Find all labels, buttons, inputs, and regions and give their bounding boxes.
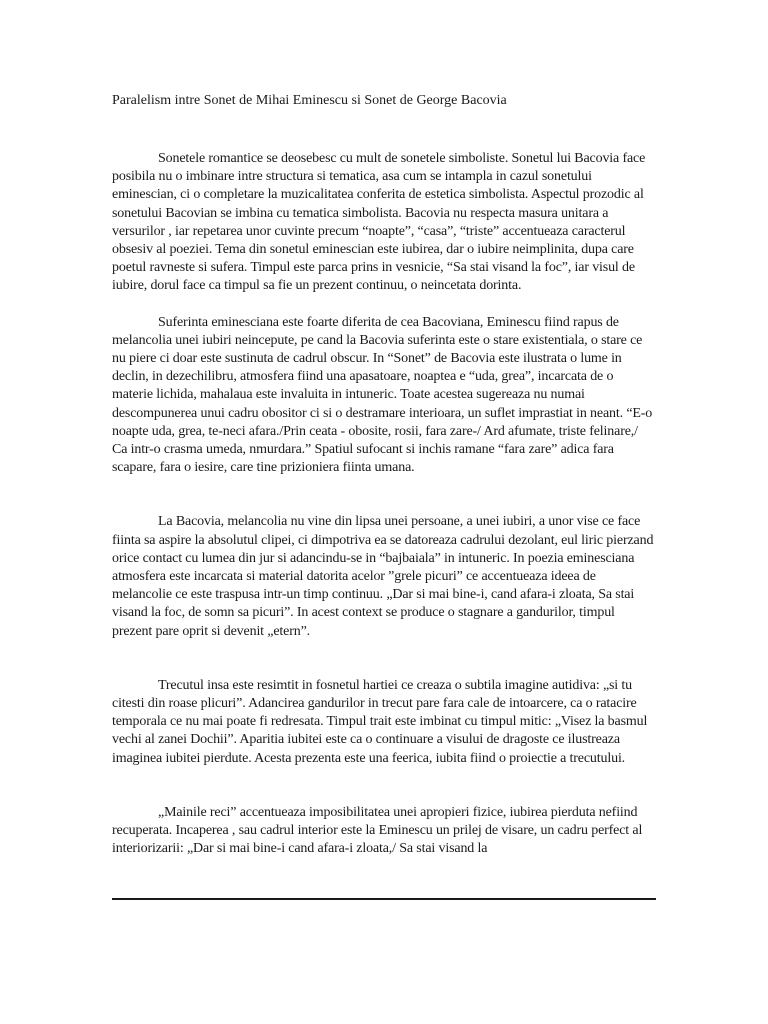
document-page [112,92,656,859]
page-break-rule [112,898,656,900]
paragraph-1: Sonetele romantice se deosebesc cu mult de sonetele simboliste. Sonetul lui Bacovia face posibila nu o imbinare intre structura si tematica, asa cum se intampla in cazul sonetului eminescian, ci o completare la muzicalitatea conferita de estetica simbolista. Aspectul prozodic al sonetului Bacovian se imbina cu tematica simbolista. Bacovia nu respecta masura unitara a versurilor , iar repetarea unor cuvinte precum “noapte”, “casa”, “triste” accentueaza caracterul obsesiv al poeziei. Tema din sonetul eminescian este iubirea, dar o iubire neimplinita, dupa care poetul ravneste si sufera. Timpul este parca prins in vesnicie, “Sa stai visand la foc”, iar visul de iubire, dorul face ca timpul sa fie un prezent continuu, o neincetata dorinta. [112,151,646,294]
paragraph-5: „Mainile reci” accentueaza imposibilitatea unei apropieri fizice, iubirea pierduta nefiind recuperata. Incaperea , sau cadrul interior este la Eminescu un prilej de visare, un cadru perfect al interiorizarii: „Dar si mai bine-i cand afara-i zloata,/ Sa stai visand la [112,804,643,857]
paragraph-4: Trecutul insa este resimtit in fosnetul hartiei ce creaza o subtila imagine autidiva: „si tu citesti din roase plicuri”. Adancirea gandurilor in trecut pare fara cale de intoarcere, ca o ratacire temporala ce nu mai poate fi redresata. Timpul trait este imbinat cu timpul mitic: „Visez la basmul vechi al zanei Dochii”. Aparitia iubitei este ca o continuare a visului de dragoste ce ilustreaza imaginea iubitei pierdute. Acesta prezenta este una feerica, iubita fiind o proiectie a trecutului. [112,677,648,766]
paragraph-2: Suferinta eminesciana este foarte diferita de cea Bacoviana, Eminescu fiind rapus de melancolia unei iubiri neincepute, pe cand la Bacovia suferinta este o stare existentiala, o stare ce nu piere ci doar este sustinuta de cadrul obscur. In “Sonet” de Bacovia este ilustrata o lume in declin, in dezechilibru, atmosfera fiind una apasatoare, noaptea e “uda, grea”, incarcata de o materie lichida, mahalaua este invaluita in intuneric. Toate acestea sugereaza nu numai descompunerea unui cadru obositor ci si o destramare interioara, un suflet imprastiat in neant. “E-o noapte uda, grea, te-neci afara./Prin ceata - obosite, rosii, fara zare-/ Ard afumate, triste felinare,/ Ca intr-o crasma umeda, nmurdara.” Spatiul sufocant si inchis ramane “fara zare” adica fara scapare, fara o iesire, care tine prizioniera fiinta umana. [112,314,653,476]
document-title: Paralelism intre Sonet de Mihai Eminescu si Sonet de George Bacovia [112,93,507,108]
paragraph-3: La Bacovia, melancolia nu vine din lipsa unei persoane, a unei iubiri, a unor vise ce face fiinta sa aspire la absolutul clipei, ci dimpotriva ea se datoreaza cadrului dezolant, eul liric pierzand orice contact cu lumea din jur si adancindu-se in “bajbaiala” in intuneric. In poezia eminesciana atmosfera este incarcata si material datorita acelor ”grele picuri” ce accentueaza ideea de melancolie ce este traspusa intr-un timp continuu. „Dar si mai bine-i, cand afara-i zloata, Sa stai visand la foc, de somn sa picuri”. In acest context se produce o stagnare a gandurilor, timpul prezent pare oprit si devenit „etern”. [112,514,654,639]
